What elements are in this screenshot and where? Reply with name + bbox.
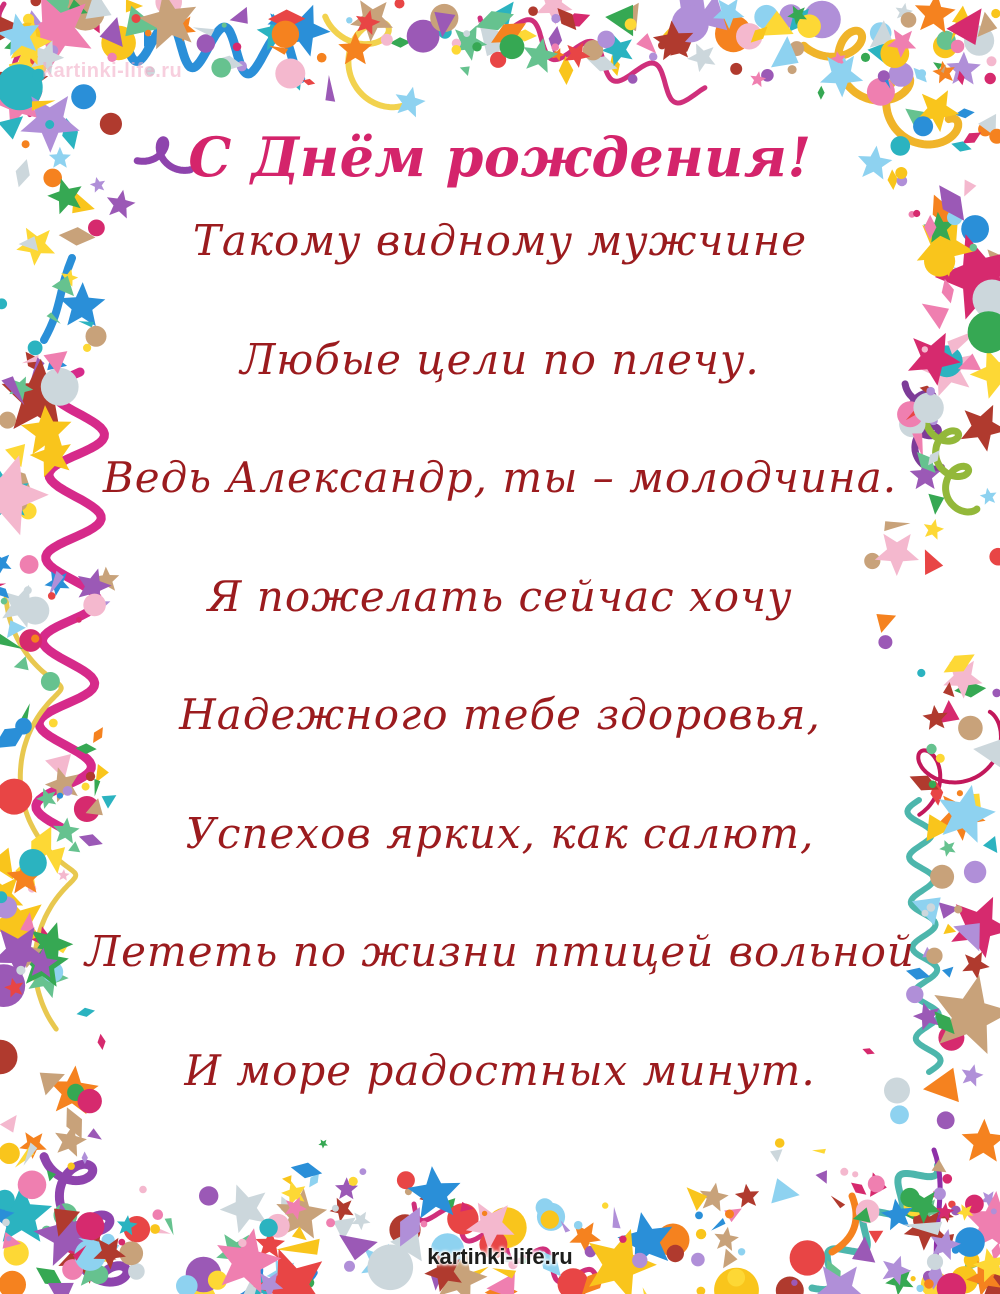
poem-line: Надежного тебе здоровья,	[179, 690, 821, 739]
poem-line: Такому видному мужчине	[192, 216, 808, 265]
poem-line: Лететь по жизни птицей вольной	[85, 927, 915, 976]
watermark-top-left: kartinki-life.ru	[42, 60, 183, 82]
poem-line: И море радостных минут.	[184, 1046, 816, 1095]
poem-line: Ведь Александр, ты – молодчина.	[102, 453, 898, 502]
watermark-bottom: kartinki-life.ru	[427, 1244, 573, 1269]
poem-line: Я пожелать сейчас хочу	[207, 572, 793, 621]
card-title: С Днём рождения!	[188, 125, 812, 189]
poem-line: Успехов ярких, как салют,	[185, 809, 815, 858]
poem-line: Любые цели по плечу.	[240, 335, 760, 384]
